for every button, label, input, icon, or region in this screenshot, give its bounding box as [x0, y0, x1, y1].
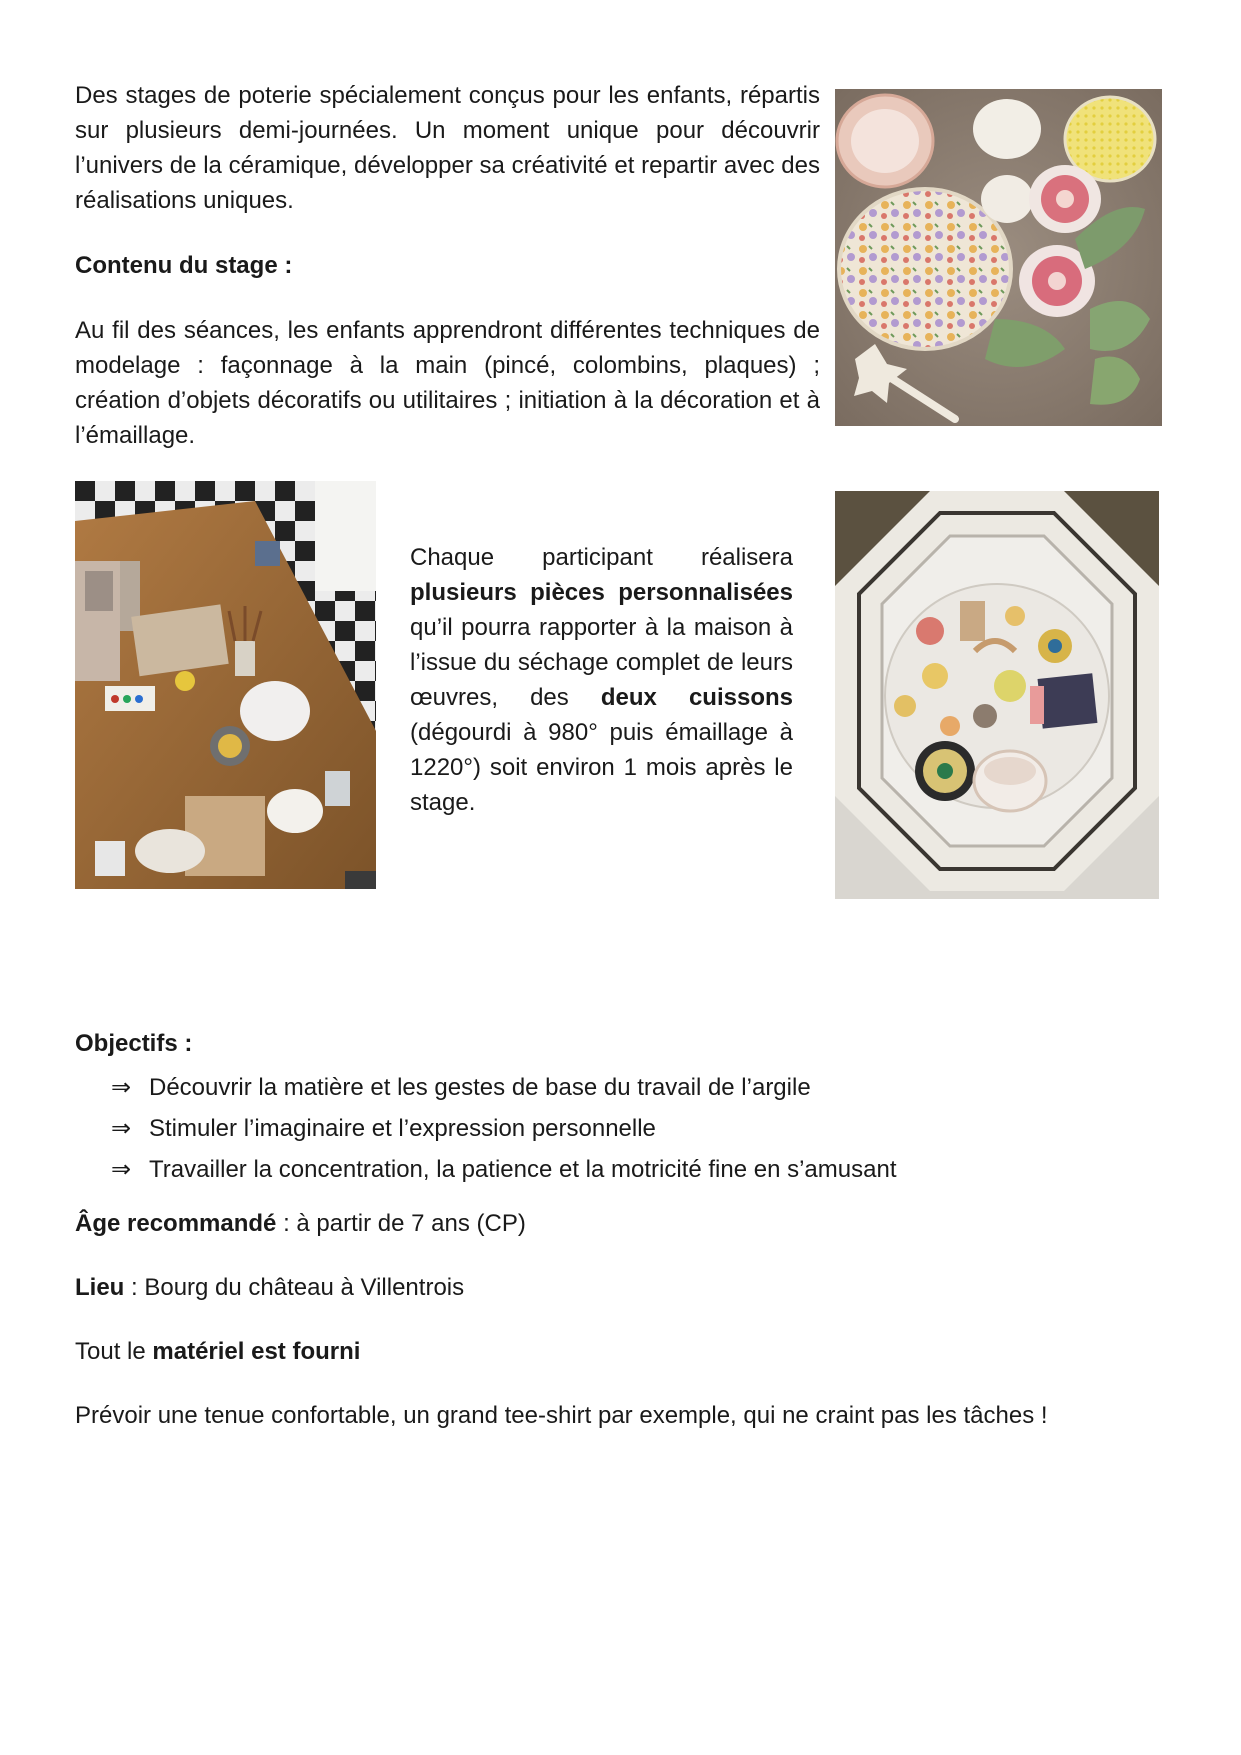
- participant-text-2: qu’il pourra rapporter à la maison à l’issue du séchage complet de leurs œuvres, des: [410, 614, 793, 711]
- lieu-label: Lieu: [75, 1274, 125, 1301]
- list-item: [111, 1149, 896, 1190]
- objectifs-list: [111, 1067, 896, 1190]
- lieu-line: [75, 1270, 464, 1305]
- objectifs-heading: Objectifs :: [75, 1030, 193, 1057]
- arrow-icon: ⇒: [111, 1074, 132, 1101]
- list-item: [111, 1108, 896, 1149]
- arrow-icon: ⇒: [111, 1115, 132, 1142]
- age-value: : à partir de 7 ans (CP): [276, 1210, 526, 1237]
- contenu-heading: Contenu du stage :: [75, 252, 293, 279]
- objectif-text: Stimuler l’imaginaire et l’expression personnelle: [149, 1115, 656, 1142]
- arrow-icon: ⇒: [111, 1156, 132, 1183]
- objectif-text: Travailler la concentration, la patience et la motricité fine en s’amusant: [149, 1156, 897, 1183]
- materiel-bold: matériel est fourni: [152, 1338, 361, 1365]
- materiel-line: [75, 1334, 360, 1369]
- contenu-paragraph: Au fil des séances, les enfants apprendront différentes techniques de modelage : façonnage à la main (pincé, colombins, plaques) ; création d’objets décoratifs ou utilitaires ; initiation à la décoration et à l’émaillage.: [75, 317, 820, 449]
- participant-paragraph: [410, 540, 793, 820]
- tenue-line: Prévoir une tenue confortable, un grand tee-shirt par exemple, qui ne craint pas les tâches !: [75, 1402, 1048, 1429]
- kiln-photo: [835, 491, 1159, 899]
- age-line: [75, 1206, 526, 1241]
- participant-text-1: Chaque participant réalisera: [410, 544, 793, 571]
- intro-paragraph: Des stages de poterie spécialement conçus pour les enfants, répartis sur plusieurs demi-journées. Un moment unique pour découvrir l’univers de la céramique, développer sa créativité et repartir avec des réalisations uniques.: [75, 82, 820, 214]
- participant-text-3: (dégourdi à 980° puis émaillage à 1220°) soit environ 1 mois après le stage.: [410, 719, 793, 816]
- lieu-value: : Bourg du château à Villentrois: [124, 1274, 465, 1301]
- materiel-prefix: Tout le: [75, 1338, 153, 1365]
- ceramic-plates-photo: [835, 89, 1162, 426]
- workshop-table-photo: [75, 481, 376, 889]
- objectif-text: Découvrir la matière et les gestes de base du travail de l’argile: [149, 1074, 811, 1101]
- list-item: [111, 1067, 896, 1108]
- participant-bold-cuissons: deux cuissons: [600, 684, 793, 711]
- age-label: Âge recommandé: [75, 1210, 277, 1237]
- participant-bold-pieces: plusieurs pièces personnalisées: [410, 579, 793, 606]
